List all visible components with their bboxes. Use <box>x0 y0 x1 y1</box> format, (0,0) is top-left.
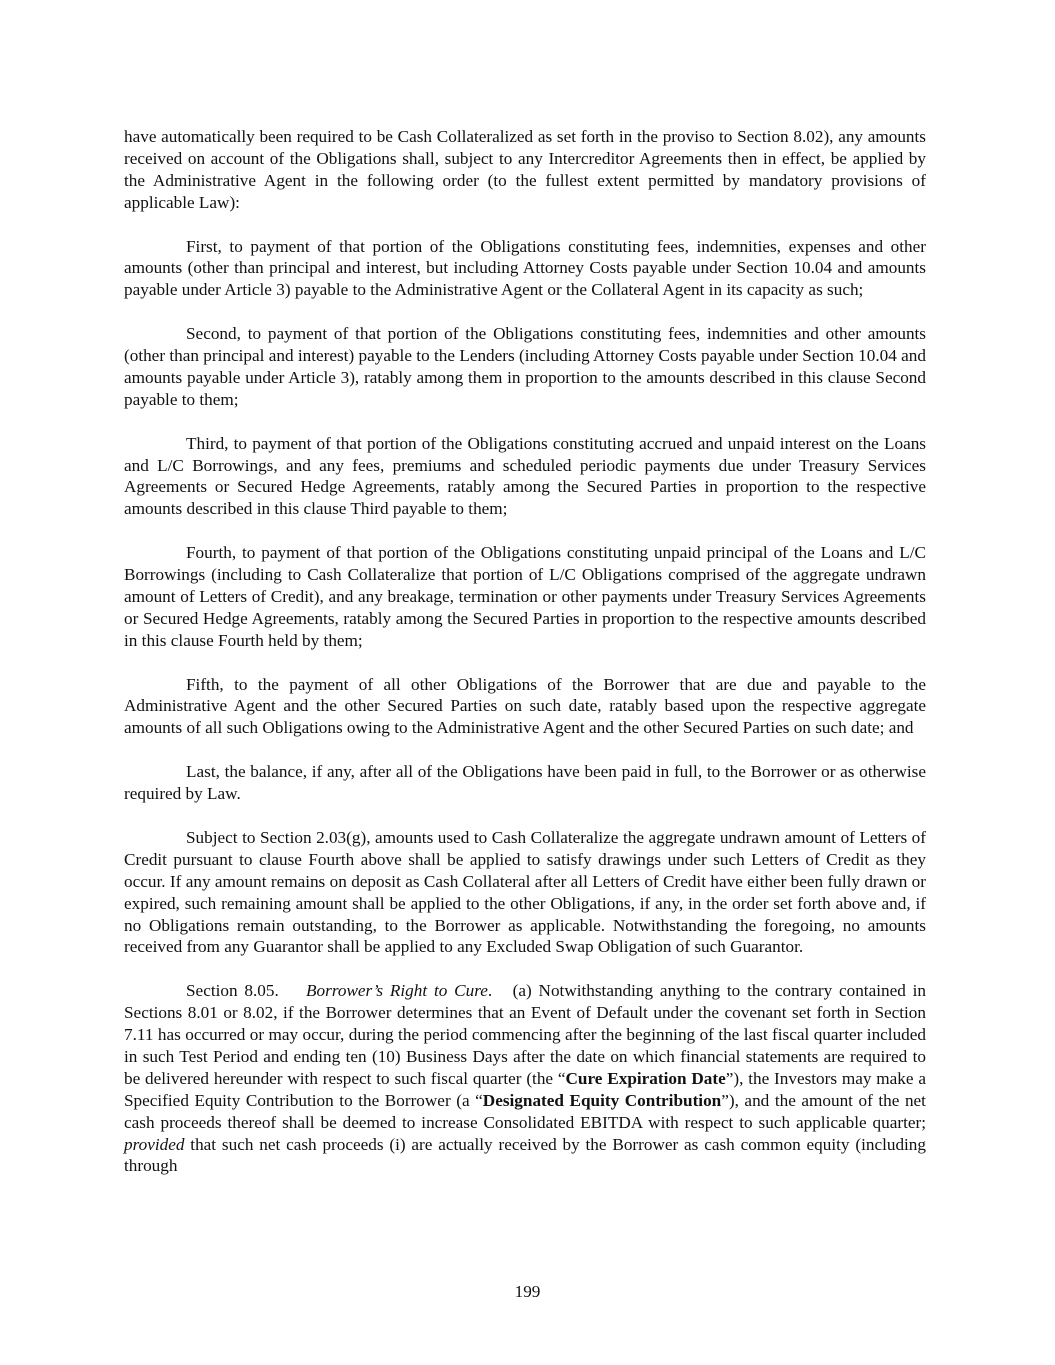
section-text: that such net cash proceeds (i) are actually received by the Borrower as cash common equity (including through <box>124 1134 926 1176</box>
defined-term-designated-equity-contribution: Designated Equity Contribution <box>482 1090 722 1110</box>
paragraph-second: Second, to payment of that portion of the Obligations constituting fees, indemnities and other amounts (other than principal and interest) payable to the Lenders (including Attorney Costs payable under Section 10.04 and amounts payable under Article 3), ratably among them in proportion to the amounts described in this clause Second payable to them; <box>124 324 926 409</box>
paragraph-subject-to: Subject to Section 2.03(g), amounts used to Cash Collateralize the aggregate undrawn amount of Letters of Credit pursuant to clause Fourth above shall be applied to satisfy drawings under such Letters of Credit as they occur. If any amount remains on deposit as Cash Collateral after all Letters of Credit have either been fully drawn or expired, such remaining amount shall be applied to the other Obligations, if any, in the order set forth above and, if no Obligations remain outstanding, to the Borrower as applicable. Notwithstanding the foregoing, no amounts received from any Guarantor shall be applied to any Excluded Swap Obligation of such Guarantor. <box>124 827 926 957</box>
page-number: 199 <box>514 1282 541 1301</box>
section-text: ”), the Investors may make a Specified Equity Contribution to the Borrower (a “ <box>124 1068 926 1110</box>
document-page <box>124 126 926 1199</box>
paragraph-continuation: have automatically been required to be Cash Collateralized as set forth in the proviso to Section 8.02), any amounts received on account of the Obligations shall, subject to any Intercreditor Agreements then in effect, be applied by the Administrative Agent in the following order (to the fullest extent permitted by mandatory provisions of applicable Law): <box>124 127 926 212</box>
section-text: ”), and the amount of the net cash proceeds thereof shall be deemed to increase Consolidated EBITDA with respect to such applicable quarter; <box>124 1090 926 1132</box>
paragraph-fourth: Fourth, to payment of that portion of the Obligations constituting unpaid principal of the Loans and L/C Borrowings (including to Cash Collateralize that portion of L/C Obligations comprised of the aggregate undrawn amount of Letters of Credit), and any breakage, termination or other payments under Treasury Services Agreements or Secured Hedge Agreements, ratably among the Secured Parties in proportion to the respective amounts described in this clause Fourth held by them; <box>124 543 926 650</box>
section-8-05 <box>124 980 926 1177</box>
paragraph-fifth: Fifth, to the payment of all other Obligations of the Borrower that are due and payable to the Administrative Agent and the other Secured Parties on such date, ratably based upon the respective aggregate amounts of all such Obligations owing to the Administrative Agent and the other Secured Parties on such date; and <box>124 674 926 738</box>
section-heading: Borrower’s Right to Cure <box>306 981 488 1001</box>
section-text: (a) Notwithstanding anything to the contrary contained in Sections 8.01 or 8.02, if the Borrower determines that an Event of Default under the covenant set forth in Section 7.11 has occurred or may occur, during the period commencing after the beginning of the last fiscal quarter included in such Test Period and ending ten (10) Business Days after the date on which financial statements are required to be delivered hereunder with respect to such fiscal quarter (the “ <box>124 981 926 1088</box>
defined-term-cure-expiration-date: Cure Expiration Date <box>565 1068 726 1088</box>
paragraph-third: Third, to payment of that portion of the Obligations constituting accrued and unpaid interest on the Loans and L/C Borrowings, and any fees, premiums and scheduled periodic payments due under Treasury Services Agreements or Secured Hedge Agreements, ratably among the Secured Parties in proportion to the respective amounts described in this clause Third payable to them; <box>124 433 926 519</box>
proviso-term: provided <box>124 1134 185 1154</box>
paragraph-last: Last, the balance, if any, after all of the Obligations have been paid in full, to the Borrower or as otherwise required by Law. <box>124 762 926 804</box>
section-number: Section 8.05. <box>186 981 279 1001</box>
paragraph-first: First, to payment of that portion of the Obligations constituting fees, indemnities, expenses and other amounts (other than principal and interest, but including Attorney Costs payable under Section 10.04 and amounts payable under Article 3) payable to the Administrative Agent or the Collateral Agent in its capacity as such; <box>124 236 926 300</box>
section-heading-period: . <box>487 981 493 1001</box>
